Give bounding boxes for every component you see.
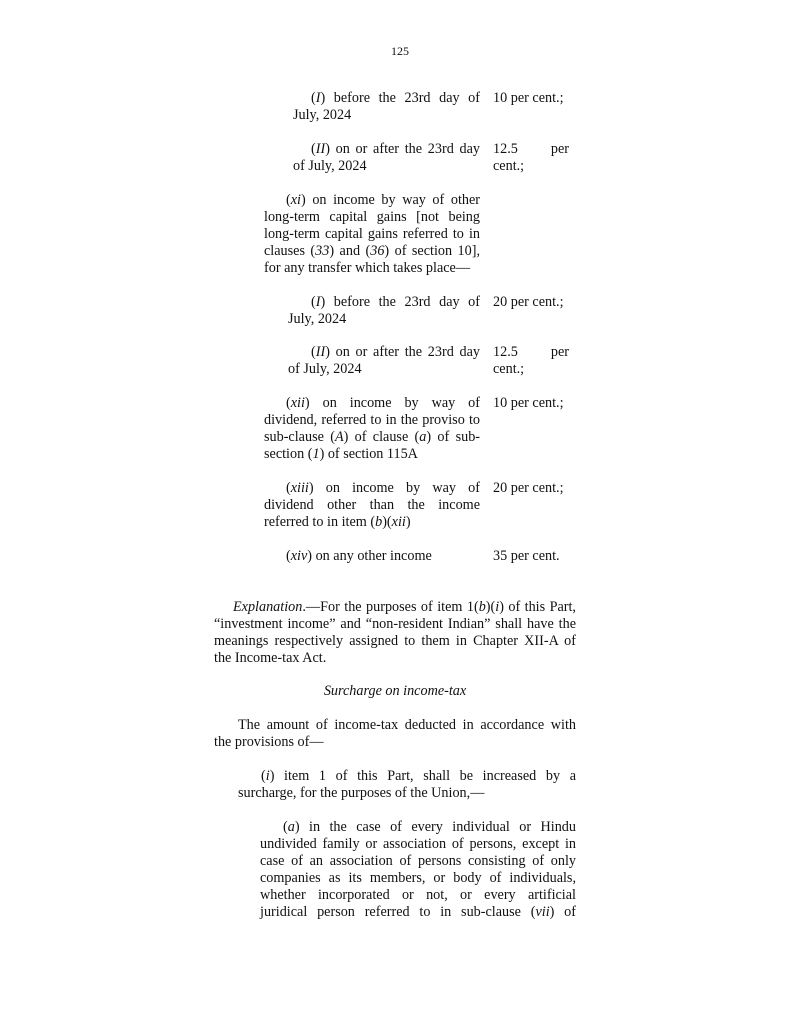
sub-a-line1: (a) in the case of every individual or Hindu [283,819,576,835]
clause-xi-II-line2: of July, 2024 [288,361,362,377]
surcharge-heading: Surcharge on income-tax [323,683,467,699]
clause-xii-line3: sub-clause (A) of clause (a) of sub- [264,429,481,445]
rate-x-II-line1: 12.5 per [493,141,569,157]
sub-a-line2: undivided family or association of persons, except in [260,836,576,852]
clause-x-II-line2: of July, 2024 [293,158,367,174]
sub-a-line4: companies as its members, or body of individuals, [260,870,576,886]
clause-x-I-line2: July, 2024 [293,107,352,123]
clause-xii-line1: (xii) on income by way of [286,395,480,411]
clause-xi-line5: for any transfer which takes place— [264,260,471,276]
item-i-line1: (i) item 1 of this Part, shall be increased by a [261,768,576,784]
clause-xiv: (xiv) on any other income [286,548,432,564]
rate-x-I: 10 per cent.; [493,90,564,106]
clause-xiii-line2: dividend other than the income [264,497,480,513]
clause-xii-line2: dividend, referred to in the proviso to [264,412,480,428]
amount-line2: the provisions of— [214,734,324,750]
clause-x-II-line1: (II) on or after the 23rd day [311,141,480,157]
clause-xiii-line1: (xiii) on income by way of [286,480,480,496]
sub-a-line3: case of an association of persons consisting of only [260,853,576,869]
sub-a-line6: juridical person referred to in sub-clause (vii) of [260,904,576,920]
rate-xi-II-line1: 12.5 per [493,344,569,360]
clause-xi-I-line2: July, 2024 [288,311,347,327]
explanation-line1: Explanation.—For the purposes of item 1(b)(i) of this Part, [233,599,576,615]
rate-x-II-line2: cent.; [493,158,525,174]
clause-xi-line4: clauses (33) and (36) of section 10], [264,243,481,259]
clause-x-I-line1: (I) before the 23rd day of [311,90,480,106]
clause-xi-line3: long-term capital gains referred to in [264,226,480,242]
explanation-line3: meanings respectively assigned to them in Chapter XII-A of [214,633,576,649]
rate-xi-II-line2: cent.; [493,361,525,377]
rate-xiv: 35 per cent. [493,548,560,564]
clause-xi-line1: (xi) on income by way of other [286,192,480,208]
explanation-line4: the Income-tax Act. [214,650,327,666]
sub-a-line5: whether incorporated or not, or every artificial [260,887,576,903]
rate-xiii: 20 per cent.; [493,480,564,496]
clause-xiii-line3: referred to in item (b)(xii) [264,514,411,530]
clause-xi-line2: long-term capital gains [not being [264,209,480,225]
explanation-line2: “investment income” and “non-resident Indian” shall have the [214,616,576,632]
clause-xi-II-line1: (II) on or after the 23rd day [311,344,480,360]
item-i-line2: surcharge, for the purposes of the Union,— [238,785,485,801]
page-number: 125 [391,44,409,58]
amount-line1: The amount of income-tax deducted in accordance with [238,717,576,733]
clause-xii-line4: section (1) of section 115A [264,446,418,462]
clause-xi-I-line1: (I) before the 23rd day of [311,294,480,310]
rate-xii: 10 per cent.; [493,395,564,411]
rate-xi-I: 20 per cent.; [493,294,564,310]
